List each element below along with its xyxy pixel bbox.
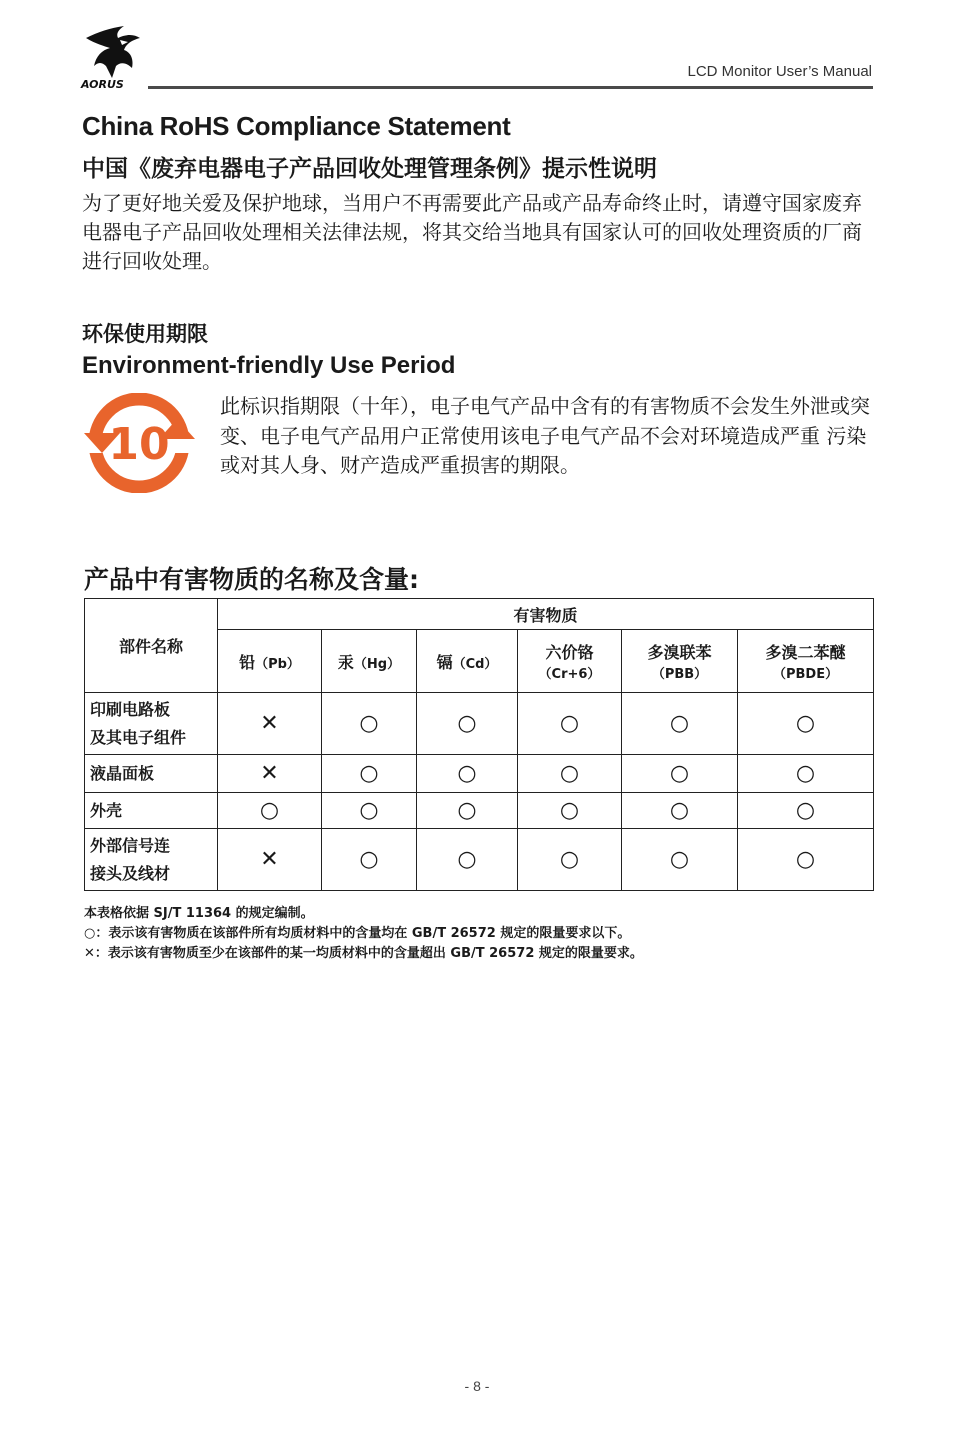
efup-10-year-icon [82,393,197,493]
compliance-mark: ○ [417,829,518,891]
compliance-mark: ○ [518,793,622,829]
table-note: ✕：表示该有害物质至少在该部件的某一均质材料中的含量超出 GB/T 26572 规定的限量要求。 [84,946,643,961]
compliance-mark: ✕ [218,829,322,891]
efup-title-zh: 环保使用期限 [82,322,208,346]
page-number: - 8 - [464,1378,490,1394]
compliance-mark: ✕ [218,693,322,755]
substance-group-header: 有害物质 [218,599,874,630]
part-name: 液晶面板 [85,755,218,793]
section-title-en: China RoHS Compliance Statement [82,111,511,141]
document-title: LCD Monitor User’s Manual [687,63,872,80]
table-row [85,693,874,755]
compliance-mark: ○ [518,693,622,755]
compliance-mark: ○ [518,755,622,793]
compliance-mark: ○ [322,693,417,755]
header-divider [148,86,873,89]
compliance-mark: ○ [622,755,738,793]
table-note: ○：表示该有害物质在该部件所有均质材料中的含量均在 GB/T 26572 规定的限量要求以下。 [84,926,631,941]
substance-header: 铅（Pb） [218,630,322,693]
aorus-logo [80,22,144,90]
svg-text:AORUS: AORUS [81,78,124,90]
compliance-mark: ○ [738,829,874,891]
compliance-mark: ○ [518,829,622,891]
intro-paragraph: 为了更好地关爱及保护地球，当用户不再需要此产品或产品寿命终止时，请遵守国家废弃电器电子产品回收处理相关法律法规，将其交给当地具有国家认可的回收处理资质的厂商进行回收处理。 [82,191,862,273]
compliance-mark: ○ [622,693,738,755]
substance-header: 汞（Hg） [322,630,417,693]
section-title-zh: 中国《废弃电器电子产品回收处理管理条例》提示性说明 [82,156,657,182]
svg-text:10: 10 [108,419,170,470]
compliance-mark: ○ [322,793,417,829]
part-name: 外部信号连 接头及线材 [85,829,218,891]
substance-header: 镉（Cd） [417,630,518,693]
compliance-mark: ○ [417,693,518,755]
substance-header: 多溴联苯 （PBB） [622,630,738,693]
compliance-mark: ○ [322,755,417,793]
table-row [85,793,874,829]
substance-header: 六价铬 （Cr+6） [518,630,622,693]
table-note: 本表格依据 SJ/T 11364 的规定编制。 [84,906,314,921]
part-name: 外壳 [85,793,218,829]
compliance-mark: ○ [622,829,738,891]
part-name: 印刷电路板 及其电子组件 [85,693,218,755]
compliance-mark: ○ [218,793,322,829]
compliance-mark: ○ [738,693,874,755]
compliance-mark: ○ [417,793,518,829]
eagle-icon [80,22,144,90]
compliance-mark: ○ [738,793,874,829]
hazardous-substances-table [84,598,874,891]
part-name-header: 部件名称 [85,599,218,693]
compliance-mark: ✕ [218,755,322,793]
efup-title-en: Environment-friendly Use Period [82,352,456,379]
compliance-mark: ○ [417,755,518,793]
efup-description: 此标识指期限（十年），电子电气产品中含有的有害物质不会发生外泄或突变、电子电气产品用户正常使用该电子电气产品不会对环境造成严重 污染或对其人身、财产造成严重损害的期限。 [220,394,870,477]
substance-header: 多溴二苯醚 （PBDE） [738,630,874,693]
compliance-mark: ○ [738,755,874,793]
table-row [85,829,874,891]
table-row [85,755,874,793]
hazard-table-heading: 产品中有害物质的名称及含量: [84,565,419,594]
compliance-mark: ○ [622,793,738,829]
compliance-mark: ○ [322,829,417,891]
